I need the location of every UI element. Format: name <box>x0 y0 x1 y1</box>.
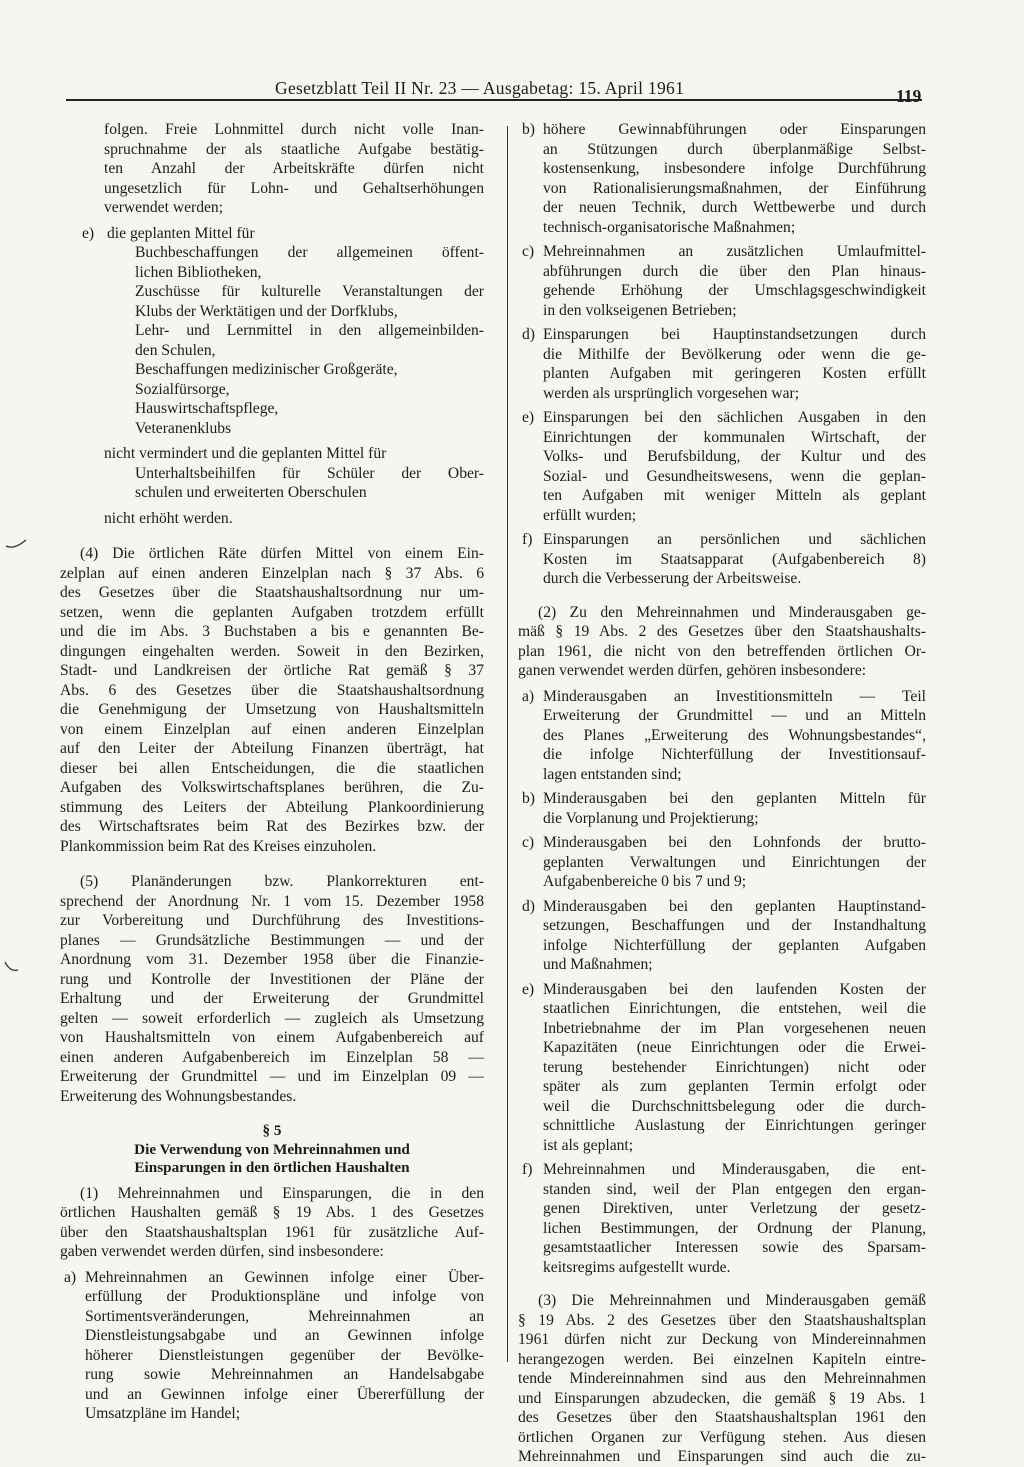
margin-pencil-mark <box>4 536 30 552</box>
text-line: werden als ursprünglich vorgesehen war; <box>543 384 800 402</box>
text-line: setzen, wenn die geplanten Aufgaben trotzdem erfüllt <box>60 603 484 621</box>
list-item <box>518 325 926 403</box>
text-line: schulen und erweiterten Oberschulen <box>135 484 367 501</box>
text-line: des Gesetzes über die Staatshaushaltsordnung nur um- <box>60 584 484 601</box>
list-item-label: d) <box>522 897 535 915</box>
paragraph-5-1 <box>60 1184 484 1262</box>
list-item <box>518 687 926 785</box>
section-title-line: Die Verwendung von Mehreinnahmen und <box>134 1140 410 1158</box>
text-line: Aufgaben des Volkswirtschaftsplanes berühren, die Zu- <box>60 779 484 796</box>
text-line: lagen entstanden sind; <box>543 765 682 783</box>
text-line: Sozialfürsorge, <box>135 380 230 398</box>
header-rule <box>66 99 922 101</box>
list-item <box>518 789 926 828</box>
margin-pencil-mark <box>2 958 28 974</box>
text-line: Erweiterung des Wohnungsbestandes. <box>60 1087 297 1105</box>
text-line: Minderausgaben bei den geplanten Mitteln für <box>543 790 926 807</box>
section-heading <box>60 1122 484 1178</box>
text-line: Dienstleistungsabgabe und an Gewinnen infolge <box>85 1327 484 1344</box>
text-line: spruchnahme der als staatliche Aufgabe bestätig- <box>104 140 484 158</box>
text-line: auf den Leiter der Abteilung Finanzen überträgt, hat <box>60 740 484 757</box>
text-line: sprechend der Anordnung Nr. 1 vom 15. Dezember 1958 <box>60 892 484 910</box>
text-line: kostensenkung, insbesondere infolge Durchführung <box>543 160 926 177</box>
text-line: ten Aufgaben mit weniger Mitteln als geplant <box>543 487 926 504</box>
text-line: Sozial- und Gesundheitswesens, wenn die geplan- <box>543 467 926 485</box>
text-line: gesamtstaatlicher Interessen sowie des Sparsam- <box>543 1239 926 1256</box>
text-line: (4) Die örtlichen Räte dürfen Mittel von einem Ein- <box>80 545 484 562</box>
text-line: Lehr- und Lernmittel in den allgemeinbilden- <box>135 322 484 339</box>
text-line: höhere Gewinnabführungen oder Einsparungen <box>543 121 926 138</box>
page-number: 119 <box>896 86 922 106</box>
text-line: (1) Mehreinnahmen und Einsparungen, die in den <box>80 1184 484 1202</box>
text-line: terung bestehender Einrichtungen) nicht oder <box>543 1058 926 1076</box>
text-line: planes — Grundsätzliche Bestimmungen — und der <box>60 931 484 949</box>
text-line: § 19 Abs. 2 des Gesetzes über den Staatshaushaltsplan <box>518 1311 926 1329</box>
paragraph-2 <box>518 603 926 681</box>
list-item <box>518 1160 926 1277</box>
text-line: und an Gewinnen infolge einer Übererfüllung der <box>85 1385 484 1403</box>
text-line: Mehreinnahmen und Minderausgaben, die ent- <box>543 1161 926 1178</box>
text-line: rung und Kontrolle der Investitionen der Pläne der <box>60 970 484 988</box>
text-line: tende Mindereinnahmen sind aus den Mehreinnahmen <box>518 1370 926 1387</box>
list-item <box>518 833 926 892</box>
list-item <box>60 224 484 244</box>
text-line: Minderausgaben bei den geplanten Hauptinstand- <box>543 897 926 915</box>
text-line: Hauswirtschaftspflege, <box>135 400 279 417</box>
page-header-title: Gesetzblatt Teil II Nr. 23 — Ausgabetag: 15. April 1961 <box>275 78 685 98</box>
text-line: erfüllt wurden; <box>543 506 637 524</box>
paragraph-5 <box>60 872 484 1106</box>
text-line: des Wirtschaftsrates beim Rat des Bezirkes bzw. der <box>60 818 484 835</box>
text-line: örtlichen Haushalten gemäß § 19 Abs. 1 des Gesetzes <box>60 1204 484 1221</box>
paragraph-4 <box>60 544 484 856</box>
text-line: planten Aufgaben mit geringeren Kosten erfüllt <box>543 365 926 382</box>
text-line: Buchbeschaffungen der allgemeinen öffent- <box>135 244 484 261</box>
text-line: an Stützungen durch überplanmäßige Selbst- <box>543 140 926 158</box>
list-item <box>518 897 926 975</box>
text-line: Kosten im Staatsapparat (Aufgabenbereich 8) <box>543 550 926 568</box>
left-column <box>60 120 484 1424</box>
section-number: § 5 <box>262 1122 282 1139</box>
text-line: Erhaltung und der Erweiterung der Grundmittel <box>60 990 484 1007</box>
text-line: schnittliche Auslastung der Einrichtungen geringer <box>543 1117 926 1134</box>
text-line: dingungen eingehalten werden. Soweit in den Bezirken, <box>60 642 484 660</box>
text-line: in den volkseigenen Betrieben; <box>543 301 737 319</box>
text-line: ten Anzahl der Arbeitskräfte dürfen nicht <box>104 160 484 177</box>
sublist <box>60 243 484 438</box>
list-item-label: e) <box>522 980 535 998</box>
text-line: rung sowie Mehreinnahmen an Handelsabgabe <box>85 1366 484 1383</box>
list-item <box>518 530 926 589</box>
text-line: technisch-organisatorische Maßnahmen; <box>543 218 796 236</box>
right-list-2 <box>518 687 926 1278</box>
text-line: mäß § 19 Abs. 2 des Gesetzes über den Staatshaushalts- <box>518 623 926 640</box>
text-line: lichen Bibliotheken, <box>135 263 262 281</box>
text-line: von Haushaltsmitteln von einem Aufgabenbereich auf <box>60 1029 484 1046</box>
text-line: lichen Bestimmungen, der Ordnung der Planung, <box>543 1219 926 1237</box>
text-line: Minderausgaben an Investitionsmitteln — Teil <box>543 687 926 705</box>
text-line: die geplanten Mittel für <box>107 224 255 242</box>
text-line: der neuen Technik, durch Wettbewerbe und durch <box>543 199 926 216</box>
text-line: Abs. 6 des Gesetzes über die Staatshaushaltsordnung <box>60 681 484 699</box>
text-line: Umsatzpläne im Handel; <box>85 1405 241 1422</box>
text-line: plan 1961, die nicht von den betreffenden örtlichen Or- <box>518 642 926 660</box>
list-item-label: a) <box>522 687 535 705</box>
text-line: infolge Nichterfüllung der geplanten Aufgaben <box>543 936 926 954</box>
list-item-label: b) <box>522 121 535 138</box>
text-line: Erweiterung der Grundmittel — und an Mitteln <box>543 707 926 724</box>
text-line: von Rationalisierungsmaßnahmen, der Einführung <box>543 179 926 197</box>
text-line: (3) Die Mehreinnahmen und Minderausgaben gemäß <box>538 1292 926 1309</box>
text-line: des Planes „Erweiterung des Wohnungsbestandes“, <box>543 726 926 744</box>
text-line: gaben verwendet werden dürfen, sind insbesondere: <box>60 1243 384 1260</box>
text-line: herangezogen werden. Bei einzelnen Kapiteln eintre- <box>518 1350 926 1368</box>
list-item-label: c) <box>522 834 535 851</box>
list-item <box>518 980 926 1156</box>
text-line: Inbetriebnahme der im Plan vorgesehenen neuen <box>543 1019 926 1037</box>
text-line: Volks- und Berufsbildung, der Kultur und des <box>543 448 926 465</box>
left-intro-paragraph <box>60 120 484 218</box>
list-item-label: d) <box>522 326 535 343</box>
text-line: höherer Dienstleistungen gegenüber der Bevölke- <box>85 1346 484 1364</box>
text-line: ungesetzlich für Lohn- und Gehaltserhöhungen <box>104 179 484 197</box>
text-line: Minderausgaben bei den laufenden Kosten der <box>543 980 926 998</box>
text-line: durch die Verbesserung der Arbeitsweise. <box>543 570 802 587</box>
text-line: die infolge Nichterfüllung der Investitionsauf- <box>543 746 926 763</box>
text-line: die Mithilfe der Bevölkerung oder wenn die ge- <box>543 345 926 363</box>
text-line: von einem Einzelplan auf einen anderen Einzelplan <box>60 720 484 738</box>
text-line: Zuschüsse für kulturelle Veranstaltungen der <box>135 283 484 300</box>
text-line: erfüllung der Produktionspläne und infolge von <box>85 1288 484 1305</box>
list-item <box>518 242 926 320</box>
text-line: Minderausgaben bei den Lohnfonds der brutto- <box>543 834 926 851</box>
list-item-label: c) <box>522 243 535 260</box>
text-line: und Einsparungen abzudecken, die gemäß § 19 Abs. 1 <box>518 1389 926 1407</box>
text-line: einen anderen Aufgabenbereich im Einzelplan 58 — <box>60 1048 484 1066</box>
column-divider <box>507 126 508 1362</box>
text-line: Stadt- und Landkreisen der örtliche Rat gemäß § 37 <box>60 662 484 679</box>
text-line: stimmung des Leiters der Abteilung Plankoordinierung <box>60 798 484 816</box>
text-line: Einsparungen bei den sächlichen Ausgaben in den <box>543 409 926 426</box>
text-line: Klubs der Werktätigen und der Dorfklubs, <box>135 302 398 320</box>
text-line: zelplan auf einen anderen Einzelplan nach § 37 Abs. 6 <box>60 564 484 582</box>
text-line: Erweiterung der Grundmittel — und im Einzelplan 09 — <box>60 1068 484 1085</box>
text-line: Anordnung vom 31. Dezember 1958 über die Finanzie- <box>60 951 484 968</box>
text-line: zur Vorbereitung und Durchführung des Investitions- <box>60 912 484 929</box>
text-line: die Genehmigung der Umsetzung von Haushaltsmitteln <box>60 701 484 718</box>
text-line: dieser bei allen Entscheidungen, die die staatlichen <box>60 759 484 777</box>
text-line: die Vorplanung und Projektierung; <box>543 809 759 827</box>
text-line: standen sind, weil der Plan entgegen den ergan- <box>543 1180 926 1198</box>
text-line: Einrichtungen der kommunalen Wirtschaft, der <box>543 428 926 446</box>
list-item <box>518 408 926 525</box>
text-line: ganen verwendet werden dürfen, gehören insbesondere: <box>518 662 867 679</box>
list-item-label: f) <box>522 531 533 548</box>
text-line: des Gesetzes über den Staatshaushaltsplan 1961 den <box>518 1409 926 1426</box>
text-line: (5) Planänderungen bzw. Plankorrekturen ent- <box>80 873 484 890</box>
text-line: 1961 dürfen nicht zur Deckung von Mindereinnahmen <box>518 1331 926 1348</box>
list-item-label: a) <box>64 1268 77 1286</box>
text-line: und Maßnahmen; <box>543 956 653 973</box>
sublist <box>60 464 484 503</box>
text-line: Veteranenklubs <box>135 419 232 437</box>
text-line: setzungen, Beschaffungen und der Instandhaltung <box>543 917 926 934</box>
text-line: gehende Erhöhung der Umschlagsgeschwindigkeit <box>543 282 926 299</box>
list-item <box>60 1268 484 1424</box>
text-line: und die im Abs. 3 Buchstaben a bis e genannten Be- <box>60 623 484 640</box>
text-line: nicht erhöht werden. <box>104 509 233 527</box>
text-line: weil die Durchschnittsbelegung oder die durch- <box>543 1097 926 1115</box>
paragraph-3 <box>518 1291 926 1467</box>
text-line: genen Direktiven, unter Verletzung der gesetz- <box>543 1200 926 1217</box>
text-line: nicht vermindert und die geplanten Mittel für <box>104 445 387 462</box>
text-line: folgen. Freie Lohnmittel durch nicht volle Inan- <box>104 121 484 138</box>
list-item <box>518 120 926 237</box>
text-line: später als zum geplanten Termin erfolgt oder <box>543 1078 926 1095</box>
text-line: Beschaffungen medizinischer Großgeräte, <box>135 361 398 378</box>
text-line: Einsparungen bei Hauptinstandsetzungen durch <box>543 326 926 343</box>
list-item-label: e) <box>522 409 535 426</box>
list-item-label: f) <box>522 1161 533 1178</box>
text-line: keitsregims aufgestellt wurde. <box>543 1258 731 1276</box>
list-item-label: e) <box>82 224 95 242</box>
text-line: ist als geplant; <box>543 1136 634 1154</box>
text-line: Unterhaltsbeihilfen für Schüler der Ober- <box>135 464 484 482</box>
text-line: örtlichen Organen zur Verfügung stehen. Aus diesen <box>518 1428 926 1446</box>
text-line: Plankommission beim Rat des Kreises einzuholen. <box>60 837 377 855</box>
text-line: Einsparungen an persönlichen und sächlichen <box>543 531 926 548</box>
text-line: abführungen durch die über den Plan hinaus- <box>543 262 926 280</box>
text-line: verwendet werden; <box>104 199 224 216</box>
text-line: Mehreinnahmen an zusätzlichen Umlaufmittel- <box>543 243 926 260</box>
text-line: geplanten Verwaltungen und Einrichtungen der <box>543 853 926 871</box>
text-line: Kapazitäten (neue Einrichtungen oder die Erwei- <box>543 1039 926 1056</box>
text-line: Mehreinnahmen an Gewinnen infolge einer Über- <box>85 1268 484 1286</box>
text-line: staatlichen Einrichtungen, die entstehen, weil die <box>543 1000 926 1017</box>
right-column <box>518 120 926 1467</box>
text-line: (2) Zu den Mehreinnahmen und Minderausgaben ge- <box>538 603 926 621</box>
text-line: Sortimentsveränderungen, Mehreinnahmen an <box>85 1307 484 1325</box>
text-line: Mehreinnahmen und Einsparungen sind auch die zu- <box>518 1448 926 1465</box>
text-line: über den Staatshaushaltsplan 1961 für zusätzliche Auf- <box>60 1223 484 1241</box>
right-list-1 <box>518 120 926 589</box>
text-line: den Schulen, <box>135 341 216 359</box>
text-line: gelten — soweit erforderlich — zugleich als Umsetzung <box>60 1009 484 1027</box>
section-title-line: Einsparungen in den örtlichen Haushalten <box>134 1159 410 1176</box>
text-line: Aufgabenbereiche 0 bis 7 und 9; <box>543 873 747 890</box>
list-item-label: b) <box>522 790 535 807</box>
